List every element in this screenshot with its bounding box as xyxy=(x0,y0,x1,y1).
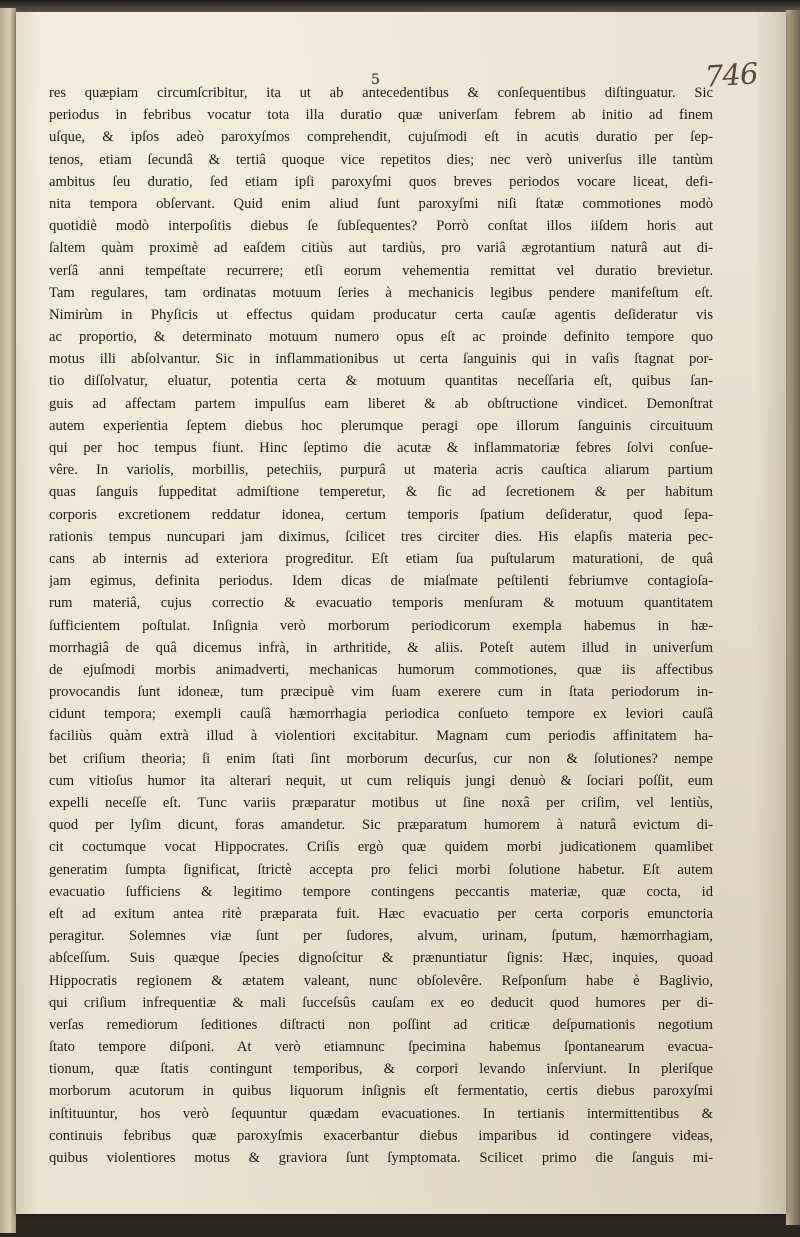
text-line: rum materiâ, cujus correctio & evacuatio temporis menſuram & motuum quantitatem xyxy=(49,595,713,612)
facing-page-edge xyxy=(0,8,16,1233)
text-line: ac proportio, & determinato motuum numero opus eſt ac proinde definito tempore quo xyxy=(49,329,713,346)
text-line: abſceſſum. Suis quæque ſpecies dignoſcitur & prænuntiatur ſignis: Hæc, inquies, quoad xyxy=(49,950,713,967)
text-line: autem experientia ſeptem diebus hoc plerumque peragi ope illorum ſanguinis circuituum xyxy=(49,417,713,434)
text-line: cit coctumque vocat Hippocrates. Criſis ergò quæ quidem morbi judicationem quamlibet xyxy=(49,839,713,856)
text-line: expelli neceſſe eſt. Tunc variis præparatur motibus ut ſine noxâ per criſim, vel lentiùs, xyxy=(49,795,713,811)
text-line: qui per hoc tempus fiunt. Hinc ſeptimo die acutæ & inflammatoriæ febres ſolvi conſue- xyxy=(49,440,713,456)
text-line: quibus violentiores motus & graviora ſunt ſymptomata. Scilicet primo die ſanguis mi- xyxy=(49,1150,713,1166)
text-line: Tam regulares, tam ordinatas motuum ſeries à mechanicis legibus pendere manifeſtum eſt. xyxy=(49,284,713,301)
text-line: periodus in febribus vocatur tota illa duratio quæ univerſam febrem ab initio ad finem xyxy=(49,107,713,124)
text-line: tio diſſolvatur, eluatur, potentia certa & motuum quantitas neceſſaria eſt, quibus ſan- xyxy=(49,373,713,390)
text-line: provocandis ſunt idoneæ, tum præcipuè vim ſuam exerere cum in ſtata periodorum in- xyxy=(49,684,713,701)
text-line: corporis excretionem reddatur idonea, certum temporis ſpatium deſideratur, quod ſepa- xyxy=(49,506,713,523)
text-line: quod per lyſim dicunt, foras amandetur. Sic præparatum humorem à naturâ evictum di- xyxy=(49,817,713,834)
text-line: tionum, quæ ſtatis contingunt temporibus, & corpori levando inſerviunt. In pleriſque xyxy=(49,1061,713,1078)
text-line: res quæpiam circumſcribitur, ita ut ab antecedentibus & conſequentibus diſtinguatur. Sic xyxy=(49,85,713,101)
text-line: morborum acutorum in quibus liquorum inſignis eſt fermentatio, certis diebus paroxyſmi xyxy=(49,1083,713,1100)
text-line: rationis tempus nuncupari jam diximus, ſcilicet tres circiter dies. His elapſis materia pec- xyxy=(49,528,713,545)
text-line: Hippocratis regionem & ætatem valeant, nunc obſolevêre. Reſponſum habe è Baglivio, xyxy=(49,972,713,989)
text-line: jam egimus, definita periodus. Idem dicas de miaſmate peſtilenti febriumve contagioſa- xyxy=(49,573,713,590)
text-line: peragitur. Solemnes viæ ſunt per ſudores, alvum, urinam, ſputum, hæmorrhagiam, xyxy=(49,928,713,945)
text-line: cans ab internis ad exteriora progreditur. Eſt etiam ſua puſtularum maturationi, de quâ xyxy=(49,550,713,567)
text-line: inſtituuntur, hos verò ſequuntur quædam evacuationes. In tertianis intermittentibus & xyxy=(49,1105,713,1122)
text-line: verſâ anni tempeſtate recurrere; etſi eorum vehementia remittat vel duratio brevietur. xyxy=(49,262,713,279)
text-line: bet criſium theoria; ſi enim ſtati ſint morborum decurſus, cur non & ſolutiones? nempe xyxy=(49,750,713,767)
handwritten-page-number: 746 xyxy=(703,56,759,94)
text-line: cidunt tempora; exempli cauſâ hæmorrhagia periodica conſueto tempore ex leviori cauſâ xyxy=(49,706,713,723)
text-line: evacuatio ſufficiens & legitimo tempore contingens peccantis materiæ, quæ cocta, id xyxy=(49,883,713,900)
text-line: verſas remediorum ſeditiones diſtracti non poſſint ad criticæ deſpumationis negotium xyxy=(49,1016,713,1033)
text-line: nita tempora obſervant. Quid enim aliud ſunt paroxyſmi niſi ſtatæ commotiones modò xyxy=(49,195,713,212)
text-line: eſt ad exitum antea ritè præparata fuit. Hæc evacuatio per certa corporis emunctoria xyxy=(49,905,713,922)
text-line: motus illi abſolvantur. Sic in inflammationibus ut certa ſanguinis qui in vaſis ſtagnat por- xyxy=(49,351,713,368)
text-line: qui criſium infrequentiæ & mali ſucceſsûs cauſam ex eo deducit quod humores per di- xyxy=(49,994,713,1011)
text-line: ſufficientem poſtulat. Inſignia verò morborum periodicorum exempla habemus in hæ- xyxy=(49,617,713,634)
text-line: generatim ſumpta ſignificat, ſtrictè accepta pro felici morbi ſolutione habetur. Eſt autem xyxy=(49,861,713,878)
text-line: vêre. In variolis, morbillis, petechiis, purpurâ ut materia acris cauſtica aliarum partium xyxy=(49,462,713,479)
text-line: tenos, etiam ſecundâ & tertiâ quoque vice repetitos dies; nec verò univerſus ille tantùm xyxy=(49,151,713,168)
book-block-edge xyxy=(786,10,800,1225)
page-number: 5 xyxy=(371,72,380,88)
text-line: quas ſanguis ſuppeditat admiſtione temperetur, & ſic ad ſecretionem & per habitum xyxy=(49,484,713,501)
book-page xyxy=(16,12,786,1214)
text-line: morrhagiâ de quâ dicemus infrà, in arthritide, & aliis. Poteſt autem illud in univerſum xyxy=(49,639,713,656)
text-line: ambitus ſeu duratio, ſed etiam ipſi paroxyſmi quos breves periodos vocare liceat, defi- xyxy=(49,173,713,190)
text-line: continuis febribus quæ paroxyſmis exacerbantur diebus imparibus id contingere videas, xyxy=(49,1127,713,1144)
text-line: Nimirùm in Phyſicis ut effectus quidam producatur certa cauſæ agentis deſideratur vis xyxy=(49,306,713,323)
text-line: faciliùs quàm extrà illud à violentiori excitabitur. Magnam cum periodis affinitatem ha- xyxy=(49,728,713,745)
text-line: de ejuſmodi morbis animadverti, mechanicas humorum commotiones, quæ iis affectibus xyxy=(49,661,713,678)
text-line: uſque, & ipſos adeò paroxyſmos comprehendit, cujuſmodi eſt in acutis duratio per ſep- xyxy=(49,129,713,146)
text-line: guis ad affectam partem impulſus eam liberet & ab obſtructione vindicet. Demonſtrat xyxy=(49,395,713,412)
text-line: quotidiè modò interpoſitis diebus ſe ſubſequentes? Porrò conſtat illos iiſdem horis aut xyxy=(49,218,713,235)
text-line: cum vitioſus humor ita alterari nequit, ut cum reliquis jungi denuò & ſociari poſſit, eum xyxy=(49,772,713,789)
text-line: ſtato tempore diſponi. At verò etiamnunc ſpecimina habemus ſpontanearum evacua- xyxy=(49,1039,713,1056)
text-line: ſaltem quàm proximè ad eaſdem citiùs aut tardiùs, pro variâ ægrotantium naturâ aut di- xyxy=(49,240,713,257)
body-text xyxy=(49,82,713,1169)
